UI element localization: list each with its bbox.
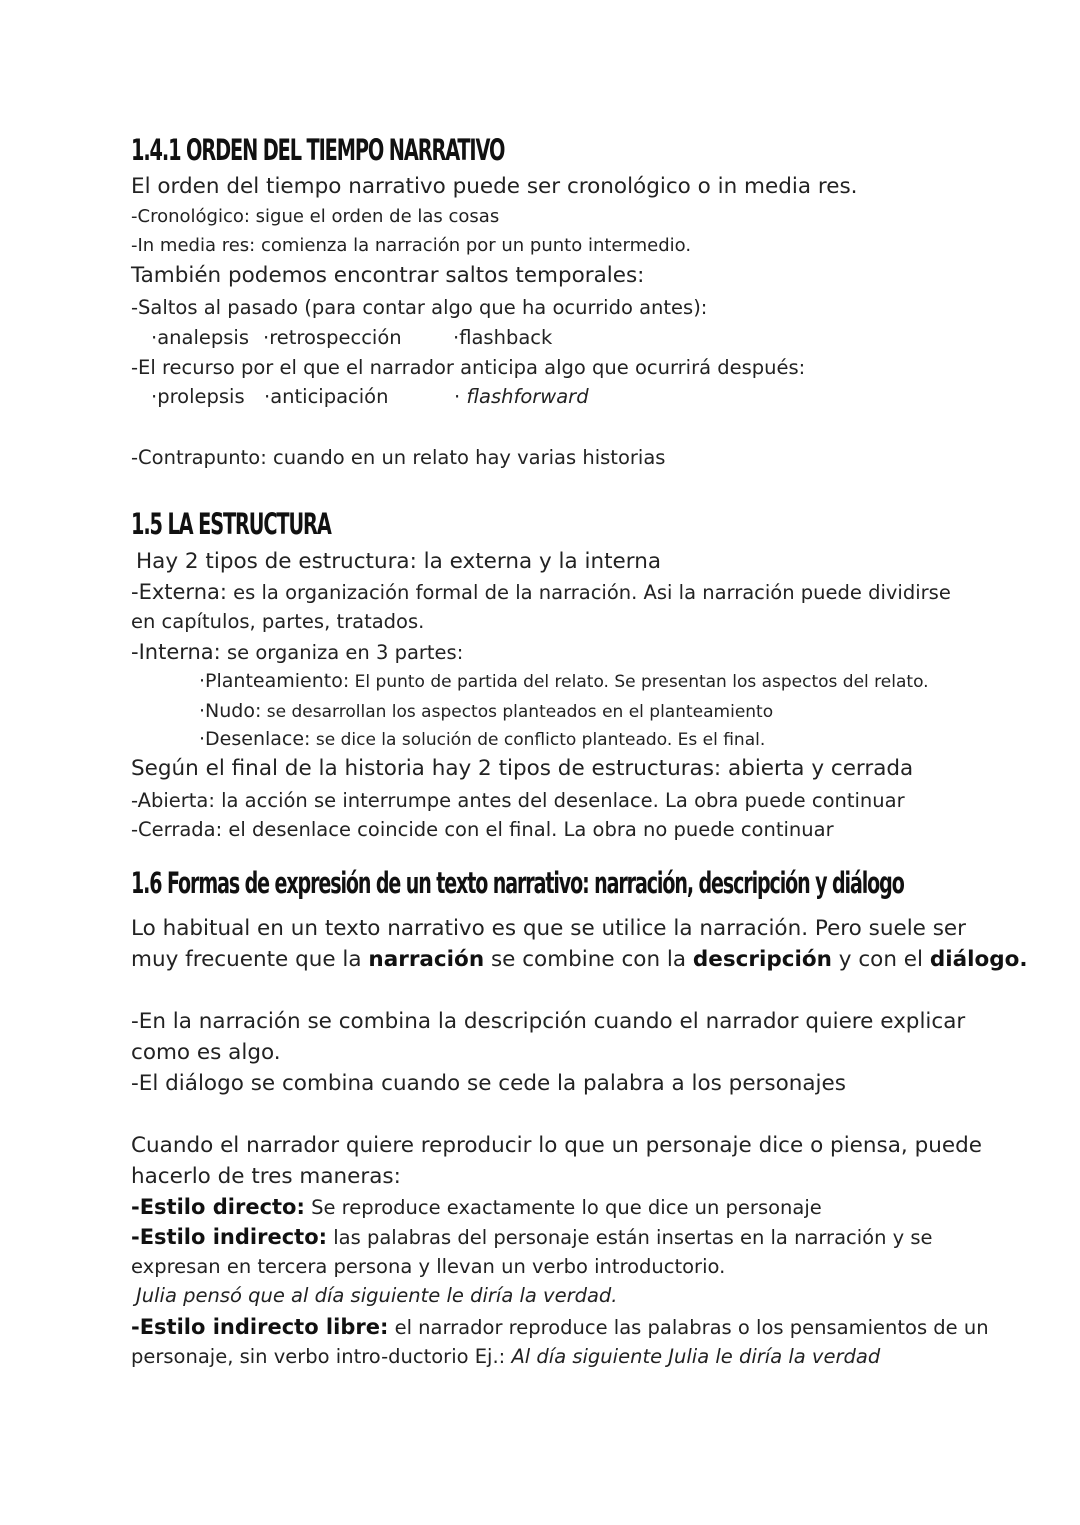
estilo-indirecto-text: las palabras del personaje están insertas en la narración y se: [327, 1226, 933, 1249]
combina-line-1: -En la narración se combina la descripción cuando el narrador quiere explicar: [131, 1009, 966, 1034]
estilo-directo-text: Se reproduce exactamente lo que dice un personaje: [304, 1196, 822, 1219]
dialogo-line: -El diálogo se combina cuando se cede la palabra a los personajes: [131, 1071, 846, 1096]
habitual-text-b: se combine con la: [484, 947, 693, 972]
externa-label: -Externa:: [131, 580, 227, 604]
planteamiento-label: ·Planteamiento:: [199, 670, 350, 692]
estilo-libre-line: [131, 1315, 989, 1339]
futuro-terms: [151, 385, 589, 408]
habitual-line-2: [131, 947, 1028, 972]
desenlace-label: ·Desenlace:: [199, 728, 311, 750]
estilo-indirecto-cont: expresan en tercera persona y llevan un verbo introductorio.: [131, 1255, 726, 1278]
term-anticipacion: ·anticipación: [264, 385, 389, 408]
cronologico-line: -Cronológico: sigue el orden de las cosas: [131, 206, 500, 227]
interna-line: [131, 640, 463, 664]
recurso-line: -El recurso por el que el narrador anticipa algo que ocurrirá después:: [131, 356, 806, 379]
estilo-libre-label: -Estilo indirecto libre:: [131, 1315, 389, 1339]
estructura-intro: Hay 2 tipos de estructura: la externa y la interna: [136, 549, 662, 574]
interna-text: se organiza en 3 partes:: [220, 641, 464, 664]
estilo-indirecto-label: -Estilo indirecto:: [131, 1225, 328, 1249]
term-retrospeccion: ·retrospección: [263, 326, 402, 349]
term-flashback: ·flashback: [453, 326, 553, 349]
cerrada-line: -Cerrada: el desenlace coincide con el final. La obra no puede continuar: [131, 818, 834, 841]
segun-final-line: Según el final de la historia hay 2 tipos de estructuras: abierta y cerrada: [131, 756, 914, 781]
section-title-estructura: 1.5 LA ESTRUCTURA: [131, 507, 331, 541]
estilo-libre-cont: [131, 1345, 880, 1368]
planteamiento-line: [199, 670, 929, 692]
pasado-terms: [151, 326, 552, 349]
interna-label: -Interna:: [131, 640, 221, 664]
habitual-text-c: y con el: [831, 947, 930, 972]
term-flashforward: flashforward: [466, 385, 589, 408]
desenlace-text: se dice la solución de conflicto planteado. Es el final.: [310, 730, 766, 750]
saltos-line: También podemos encontrar saltos temporales:: [131, 263, 645, 288]
estilo-libre-ejemplo: Al día siguiente Julia le diría la verdad: [511, 1345, 881, 1368]
externa-line: [131, 580, 951, 604]
estilo-directo-label: -Estilo directo:: [131, 1195, 305, 1219]
desenlace-line: [199, 728, 765, 750]
estilo-libre-cont-text: personaje, sin verbo intro-ductorio Ej.:: [131, 1345, 512, 1368]
bold-narracion: narración: [368, 947, 485, 972]
saltos-pasado-line: -Saltos al pasado (para contar algo que ha ocurrido antes):: [131, 296, 708, 319]
term-bullet: ·: [454, 385, 467, 408]
abierta-line: -Abierta: la acción se interrumpe antes del desenlace. La obra puede continuar: [131, 789, 905, 812]
reproducir-line-2: hacerlo de tres maneras:: [131, 1164, 401, 1189]
bold-descripcion: descripción: [692, 947, 832, 972]
section-title-formas-expresion: 1.6 Formas de expresión de un texto narrativo: narración, descripción y diálogo: [131, 866, 904, 900]
habitual-text-a: muy frecuente que la: [131, 947, 369, 972]
in-media-res-line: -In media res: comienza la narración por un punto intermedio.: [131, 235, 692, 256]
externa-text: es la organización formal de la narración. Asi la narración puede dividirse: [226, 581, 951, 604]
reproducir-line-1: Cuando el narrador quiere reproducir lo que un personaje dice o piensa, puede: [131, 1133, 982, 1158]
term-prolepsis: ·prolepsis: [151, 385, 245, 408]
estilo-directo-line: [131, 1195, 822, 1219]
habitual-line-1: Lo habitual en un texto narrativo es que se utilice la narración. Pero suele ser: [131, 916, 967, 941]
nudo-line: [199, 700, 773, 722]
bold-dialogo: diálogo.: [929, 947, 1028, 972]
orden-intro: El orden del tiempo narrativo puede ser cronológico o in media res.: [131, 174, 858, 199]
combina-line-2: como es algo.: [131, 1040, 281, 1065]
section-title-orden-tiempo: 1.4.1 ORDEN DEL TIEMPO NARRATIVO: [131, 133, 505, 167]
nudo-label: ·Nudo:: [199, 700, 262, 722]
ejemplo-julia: Julia pensó que al día siguiente le diría la verdad.: [136, 1284, 618, 1307]
planteamiento-text: El punto de partida del relato. Se presentan los aspectos del relato.: [349, 672, 929, 692]
estilo-libre-text: el narrador reproduce las palabras o los pensamientos de un: [388, 1316, 989, 1339]
term-analepsis: ·analepsis: [151, 326, 249, 349]
contrapunto-line: -Contrapunto: cuando en un relato hay varias historias: [131, 446, 666, 469]
nudo-text: se desarrollan los aspectos planteados en el planteamiento: [261, 702, 774, 722]
externa-cont: en capítulos, partes, tratados.: [131, 610, 425, 633]
estilo-indirecto-line: [131, 1225, 933, 1249]
